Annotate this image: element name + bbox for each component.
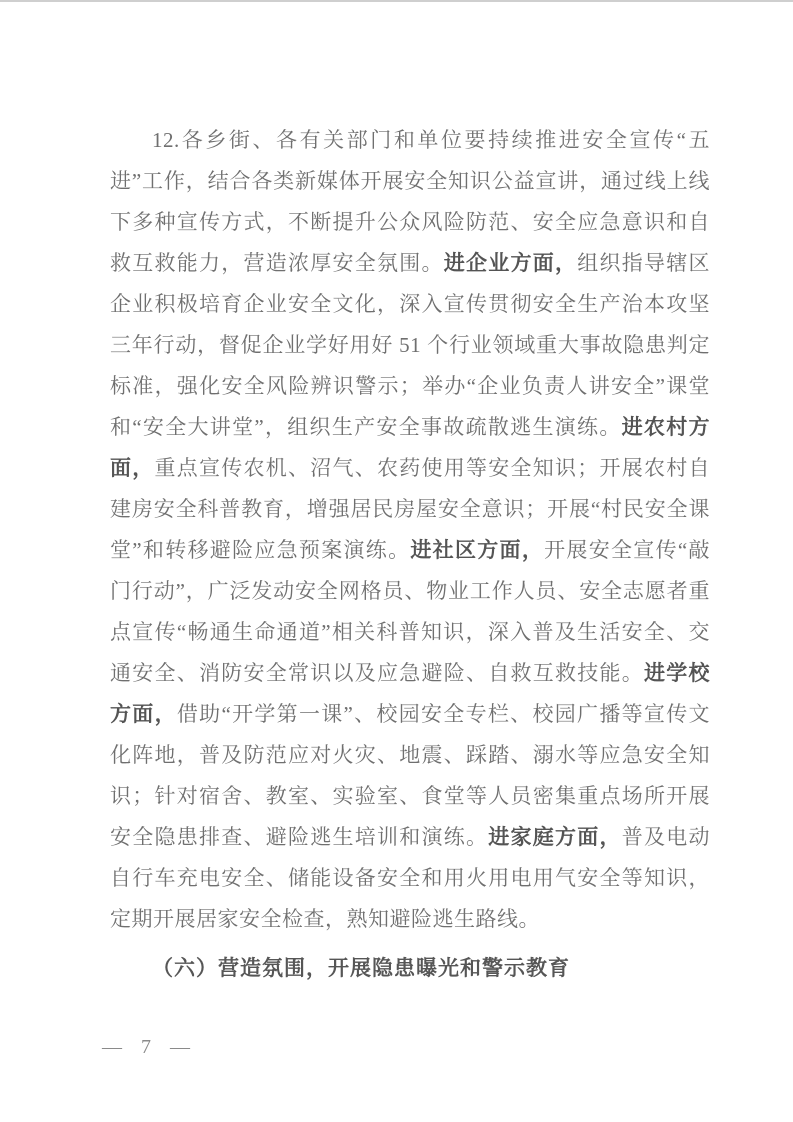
text-run: 借助“开学第一课”、校园安全专栏、校园广播等宣传文化阵地，普及防范应对火灾、地震、踩踏、溺水等应急安全知识；针对宿舍、教室、实验室、食堂等人员密集重点场所开展安全隐患排查、避险逃生培训和演练。 [110,702,711,849]
text-run: 开展安全宣传“敲门行动”，广泛发动安全网格员、物业工作人员、安全志愿者重点宣传“畅通生命通道”相关科普知识，深入普及生活安全、交通安全、消防安全常识以及应急避险、自救互救技能。 [110,538,710,685]
page-content [110,120,710,989]
emphasis-run: 进企业方面， [443,251,578,275]
section-heading-6: （六）营造氛围，开展隐患曝光和警示教育 [152,956,570,980]
text-run: 重点宣传农机、沼气、农药使用等安全知识；开展农村自建房安全科普教育，增强居民房屋安全意识；开展“村民安全课堂”和转移避险应急预案演练。 [110,456,710,562]
page-number: — 7 — [102,1036,197,1058]
paragraph-12 [110,120,710,940]
emphasis-run: 进农村方面， [110,415,711,480]
emphasis-run: 进家庭方面， [488,825,622,849]
scan-edge-line [0,0,793,2]
text-run: 12.各乡街、各有关部门和单位要持续推进安全宣传“五进”工作，结合各类新媒体开展安全知识公益宣讲，通过线上线下多种宣传方式，不断提升公众风险防范、安全应急意识和自救互救能力，营造浓厚安全氛围。 [110,128,710,275]
emphasis-run: 进社区方面， [410,538,545,562]
text-run: 普及电动自行车充电安全、储能设备安全和用火用电用气安全等知识，定期开展居家安全检查，熟知避险逃生路线。 [110,825,710,931]
text-run: 组织指导辖区企业积极培育企业安全文化，深入宣传贯彻安全生产治本攻坚三年行动，督促企业学好用好 51 个行业领域重大事故隐患判定标准，强化安全风险辨识警示；举办“企业负责人讲安全”课堂和“安全大讲堂”，组织生产安全事故疏散逃生演练。 [110,251,710,439]
emphasis-run: 进学校方面， [110,661,710,726]
